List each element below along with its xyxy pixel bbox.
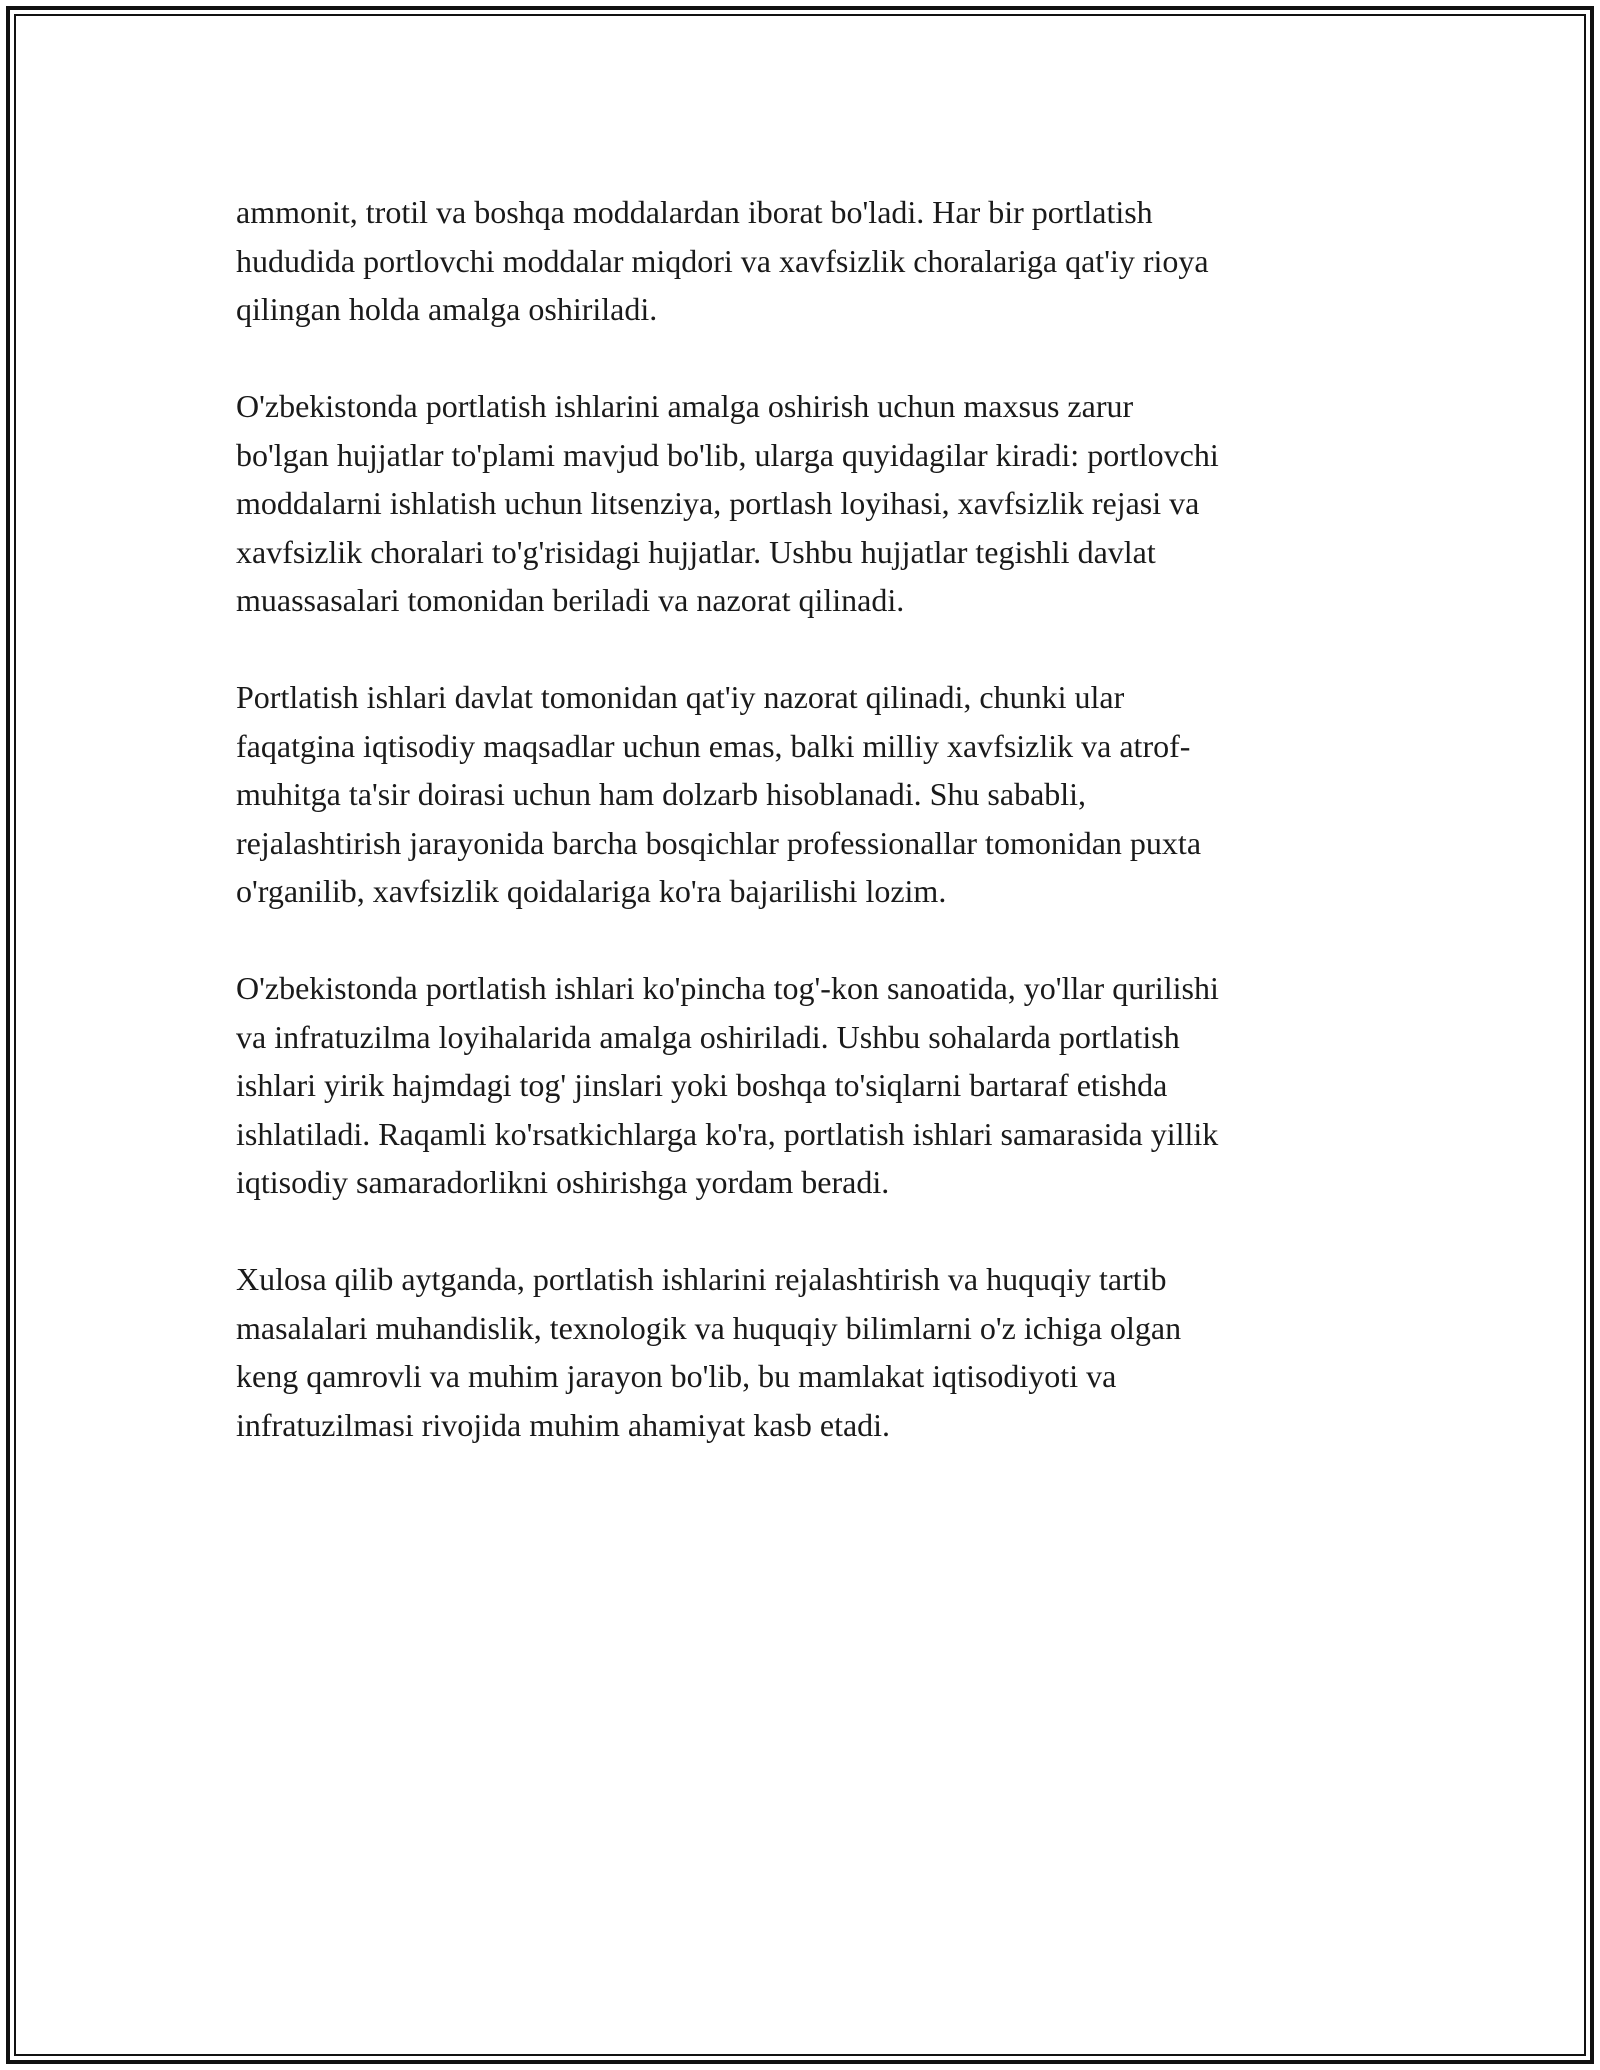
text-line: qilingan holda amalga oshiriladi. — [236, 291, 658, 327]
text-line: bo'lgan hujjatlar to'plami mavjud bo'lib, ularga quyidagilar kiradi: portlovchi — [236, 436, 1219, 473]
paragraph-3 — [236, 673, 1376, 916]
text-line: Portlatish ishlari davlat tomonidan qat'iy nazorat qilinadi, chunki ular — [236, 679, 1125, 715]
paragraph-5 — [236, 1255, 1376, 1449]
text-line: faqatgina iqtisodiy maqsadlar uchun emas, balki milliy xavfsizlik va atrof- — [236, 727, 1191, 764]
text-line: moddalarni ishlatish uchun litsenziya, portlash loyihasi, xavfsizlik rejasi va — [236, 485, 1200, 521]
text-line: rejalashtirish jarayonida barcha bosqichlar professionallar tomonidan puxta — [236, 824, 1202, 861]
text-line: xavfsizlik choralari to'g'risidagi hujjatlar. Ushbu hujjatlar tegishli davlat — [236, 533, 1156, 570]
text-line: iqtisodiy samaradorlikni oshirishga yordam beradi. — [236, 1164, 890, 1200]
text-line: o'rganilib, xavfsizlik qoidalariga ko'ra bajarilishi lozim. — [236, 873, 947, 909]
text-line: infratuzilmasi rivojida muhim ahamiyat kasb etadi. — [236, 1406, 891, 1443]
text-line: hududida portlovchi moddalar miqdori va xavfsizlik choralariga qat'iy rioya — [236, 242, 1209, 279]
text-line: muhitga ta'sir doirasi uchun ham dolzarb hisoblanadi. Shu sababli, — [236, 776, 1087, 812]
text-line: ishlatiladi. Raqamli ko'rsatkichlarga ko'ra, portlatish ishlari samarasida yillik — [236, 1115, 1219, 1152]
text-line: ishlari yirik hajmdagi tog' jinslari yoki boshqa to'siqlarni bartaraf etishda — [236, 1067, 1168, 1103]
text-line: Xulosa qilib aytganda, portlatish ishlarini rejalashtirish va huquqiy tartib — [236, 1261, 1167, 1297]
text-line: O'zbekistonda portlatish ishlarini amalga oshirish uchun maxsus zarur — [236, 388, 1134, 424]
document-body — [236, 188, 1376, 1498]
paragraph-1 — [236, 188, 1376, 334]
text-line: O'zbekistonda portlatish ishlari ko'pincha tog'-kon sanoatida, yo'llar qurilishi — [236, 970, 1219, 1006]
text-line: muassasalari tomonidan beriladi va nazorat qilinadi. — [236, 582, 905, 618]
text-line: keng qamrovli va muhim jarayon bo'lib, bu mamlakat iqtisodiyoti va — [236, 1358, 1117, 1394]
text-line: ammonit, trotil va boshqa moddalardan iborat bo'ladi. Har bir portlatish — [236, 194, 1153, 230]
text-line: masalalari muhandislik, texnologik va huquqiy bilimlarni o'z ichiga olgan — [236, 1309, 1182, 1346]
paragraph-4 — [236, 964, 1376, 1207]
paragraph-2 — [236, 382, 1376, 625]
text-line: va infratuzilma loyihalarida amalga oshiriladi. Ushbu sohalarda portlatish — [236, 1018, 1180, 1055]
